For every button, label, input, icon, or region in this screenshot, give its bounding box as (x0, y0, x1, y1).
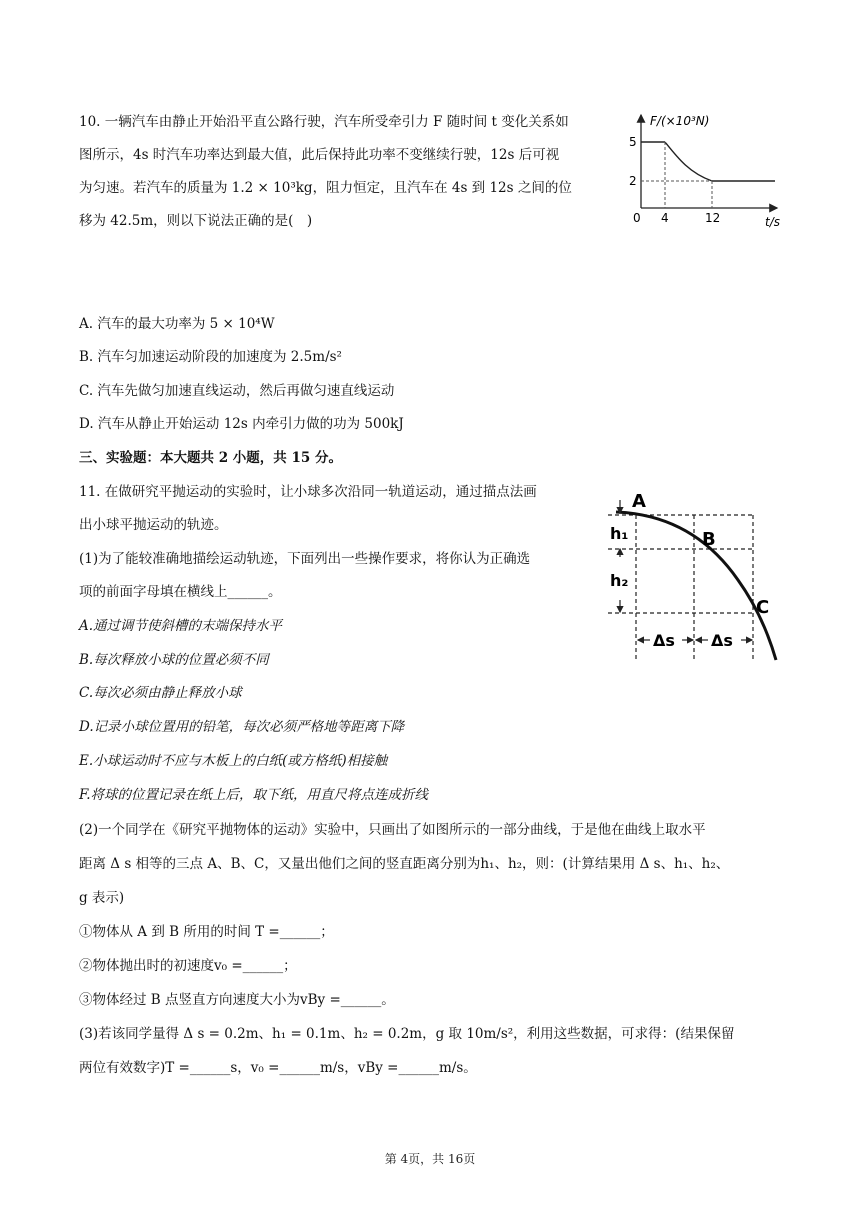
q11-choice-d: D.记录小球位置用的铅笔，每次必须严格地等距离下降 (79, 719, 405, 735)
q11-part2-line-2: 距离 Δ s 相等的三点 A、B、C，又量出他们之间的竖直距离分别为h₁、h₂，则：(计算结果用 Δ s、h₁、h₂、 (79, 856, 730, 872)
q10-line-3: 为匀速。若汽车的质量为 1.2 × 10³kg，阻力恒定，且汽车在 4s 到 12s 之间的位 (79, 180, 572, 196)
q11-part1-line-2: 项的前面字母填在横线上______。 (79, 584, 282, 600)
graph-origin-label: 0 (633, 211, 641, 225)
fig-label-h2: h₂ (610, 571, 629, 590)
q10-option-c: C. 汽车先做匀加速直线运动，然后再做匀速直线运动 (79, 383, 395, 399)
graph-x-tick-12: 12 (705, 211, 721, 225)
q11-choice-f: F.将球的位置记录在纸上后，取下纸，用直尺将点连成折线 (79, 787, 429, 803)
q11-sub-2: ②物体抛出时的初速度v₀ =______； (79, 958, 297, 974)
fig-label-h1: h₁ (610, 524, 629, 543)
fig-label-ds2: Δs (711, 631, 733, 650)
projectile-figure (598, 485, 783, 665)
force-time-graph (625, 105, 790, 230)
graph-x-tick-4: 4 (661, 211, 669, 225)
q11-part3-line-2: 两位有效数字)T =______s，v₀ =______m/s，vBy =______m/s。 (79, 1060, 477, 1076)
q11-part2-line-3: g 表示) (79, 890, 125, 906)
section-heading: 三、实验题：本大题共 2 小题，共 15 分。 (79, 450, 342, 466)
q11-part2-line-1: (2)一个同学在《研究平抛物体的运动》实验中，只画出了如图所示的一部分曲线，于是他在曲线上取水平 (79, 822, 706, 838)
q10-option-b: B. 汽车匀加速运动阶段的加速度为 2.5m/s² (79, 349, 342, 365)
q11-intro-1: 11. 在做研究平抛运动的实验时，让小球多次沿同一轨道运动，通过描点法画 (79, 484, 537, 500)
page-footer: 第 4页，共 16页 (384, 1152, 476, 1166)
graph-y-label: F/(×10³N) (650, 114, 710, 128)
q10-line-1: 10. 一辆汽车由静止开始沿平直公路行驶，汽车所受牵引力 F 随时间 t 变化关系如 (79, 114, 569, 130)
graph-f-curve (665, 142, 712, 181)
q11-part1-line-1: (1)为了能较准确地描绘运动轨迹，下面列出一些操作要求，将你认为正确选 (79, 551, 531, 567)
q11-intro-2: 出小球平抛运动的轨迹。 (79, 517, 228, 533)
graph-x-label: t/s (765, 215, 780, 229)
fig-trajectory-curve (616, 512, 776, 660)
q11-choice-c: C.每次必须由静止释放小球 (79, 685, 242, 701)
fig-label-a: A (632, 491, 646, 512)
q11-part3-line-1: (3)若该同学量得 Δ s = 0.2m、h₁ = 0.1m、h₂ = 0.2m，g 取 10m/s²，利用这些数据，可求得：(结果保留 (79, 1026, 735, 1042)
graph-y-tick-2: 2 (629, 174, 637, 188)
q11-sub-3: ③物体经过 B 点竖直方向速度大小为vBy =______。 (79, 992, 395, 1008)
q11-sub-1: ①物体从 A 到 B 所用的时间 T =______； (79, 924, 334, 940)
q10-option-a: A. 汽车的最大功率为 5 × 10⁴W (79, 316, 275, 332)
fig-label-b: B (702, 529, 716, 550)
q10-line-2: 图所示，4s 时汽车功率达到最大值，此后保持此功率不变继续行驶，12s 后可视 (79, 147, 560, 163)
fig-label-ds1: Δs (653, 631, 675, 650)
q10-option-d: D. 汽车从静止开始运动 12s 内牵引力做的功为 500kJ (79, 416, 404, 432)
fig-label-c: C (756, 597, 770, 618)
q11-choice-a: A.通过调节使斜槽的末端保持水平 (79, 618, 283, 634)
q10-line-4: 移为 42.5m，则以下说法正确的是( ) (79, 213, 313, 229)
graph-y-tick-5: 5 (629, 135, 637, 149)
q11-choice-b: B.每次释放小球的位置必须不同 (79, 652, 269, 668)
q11-choice-e: E.小球运动时不应与木板上的白纸(或方格纸)相接触 (79, 753, 388, 769)
